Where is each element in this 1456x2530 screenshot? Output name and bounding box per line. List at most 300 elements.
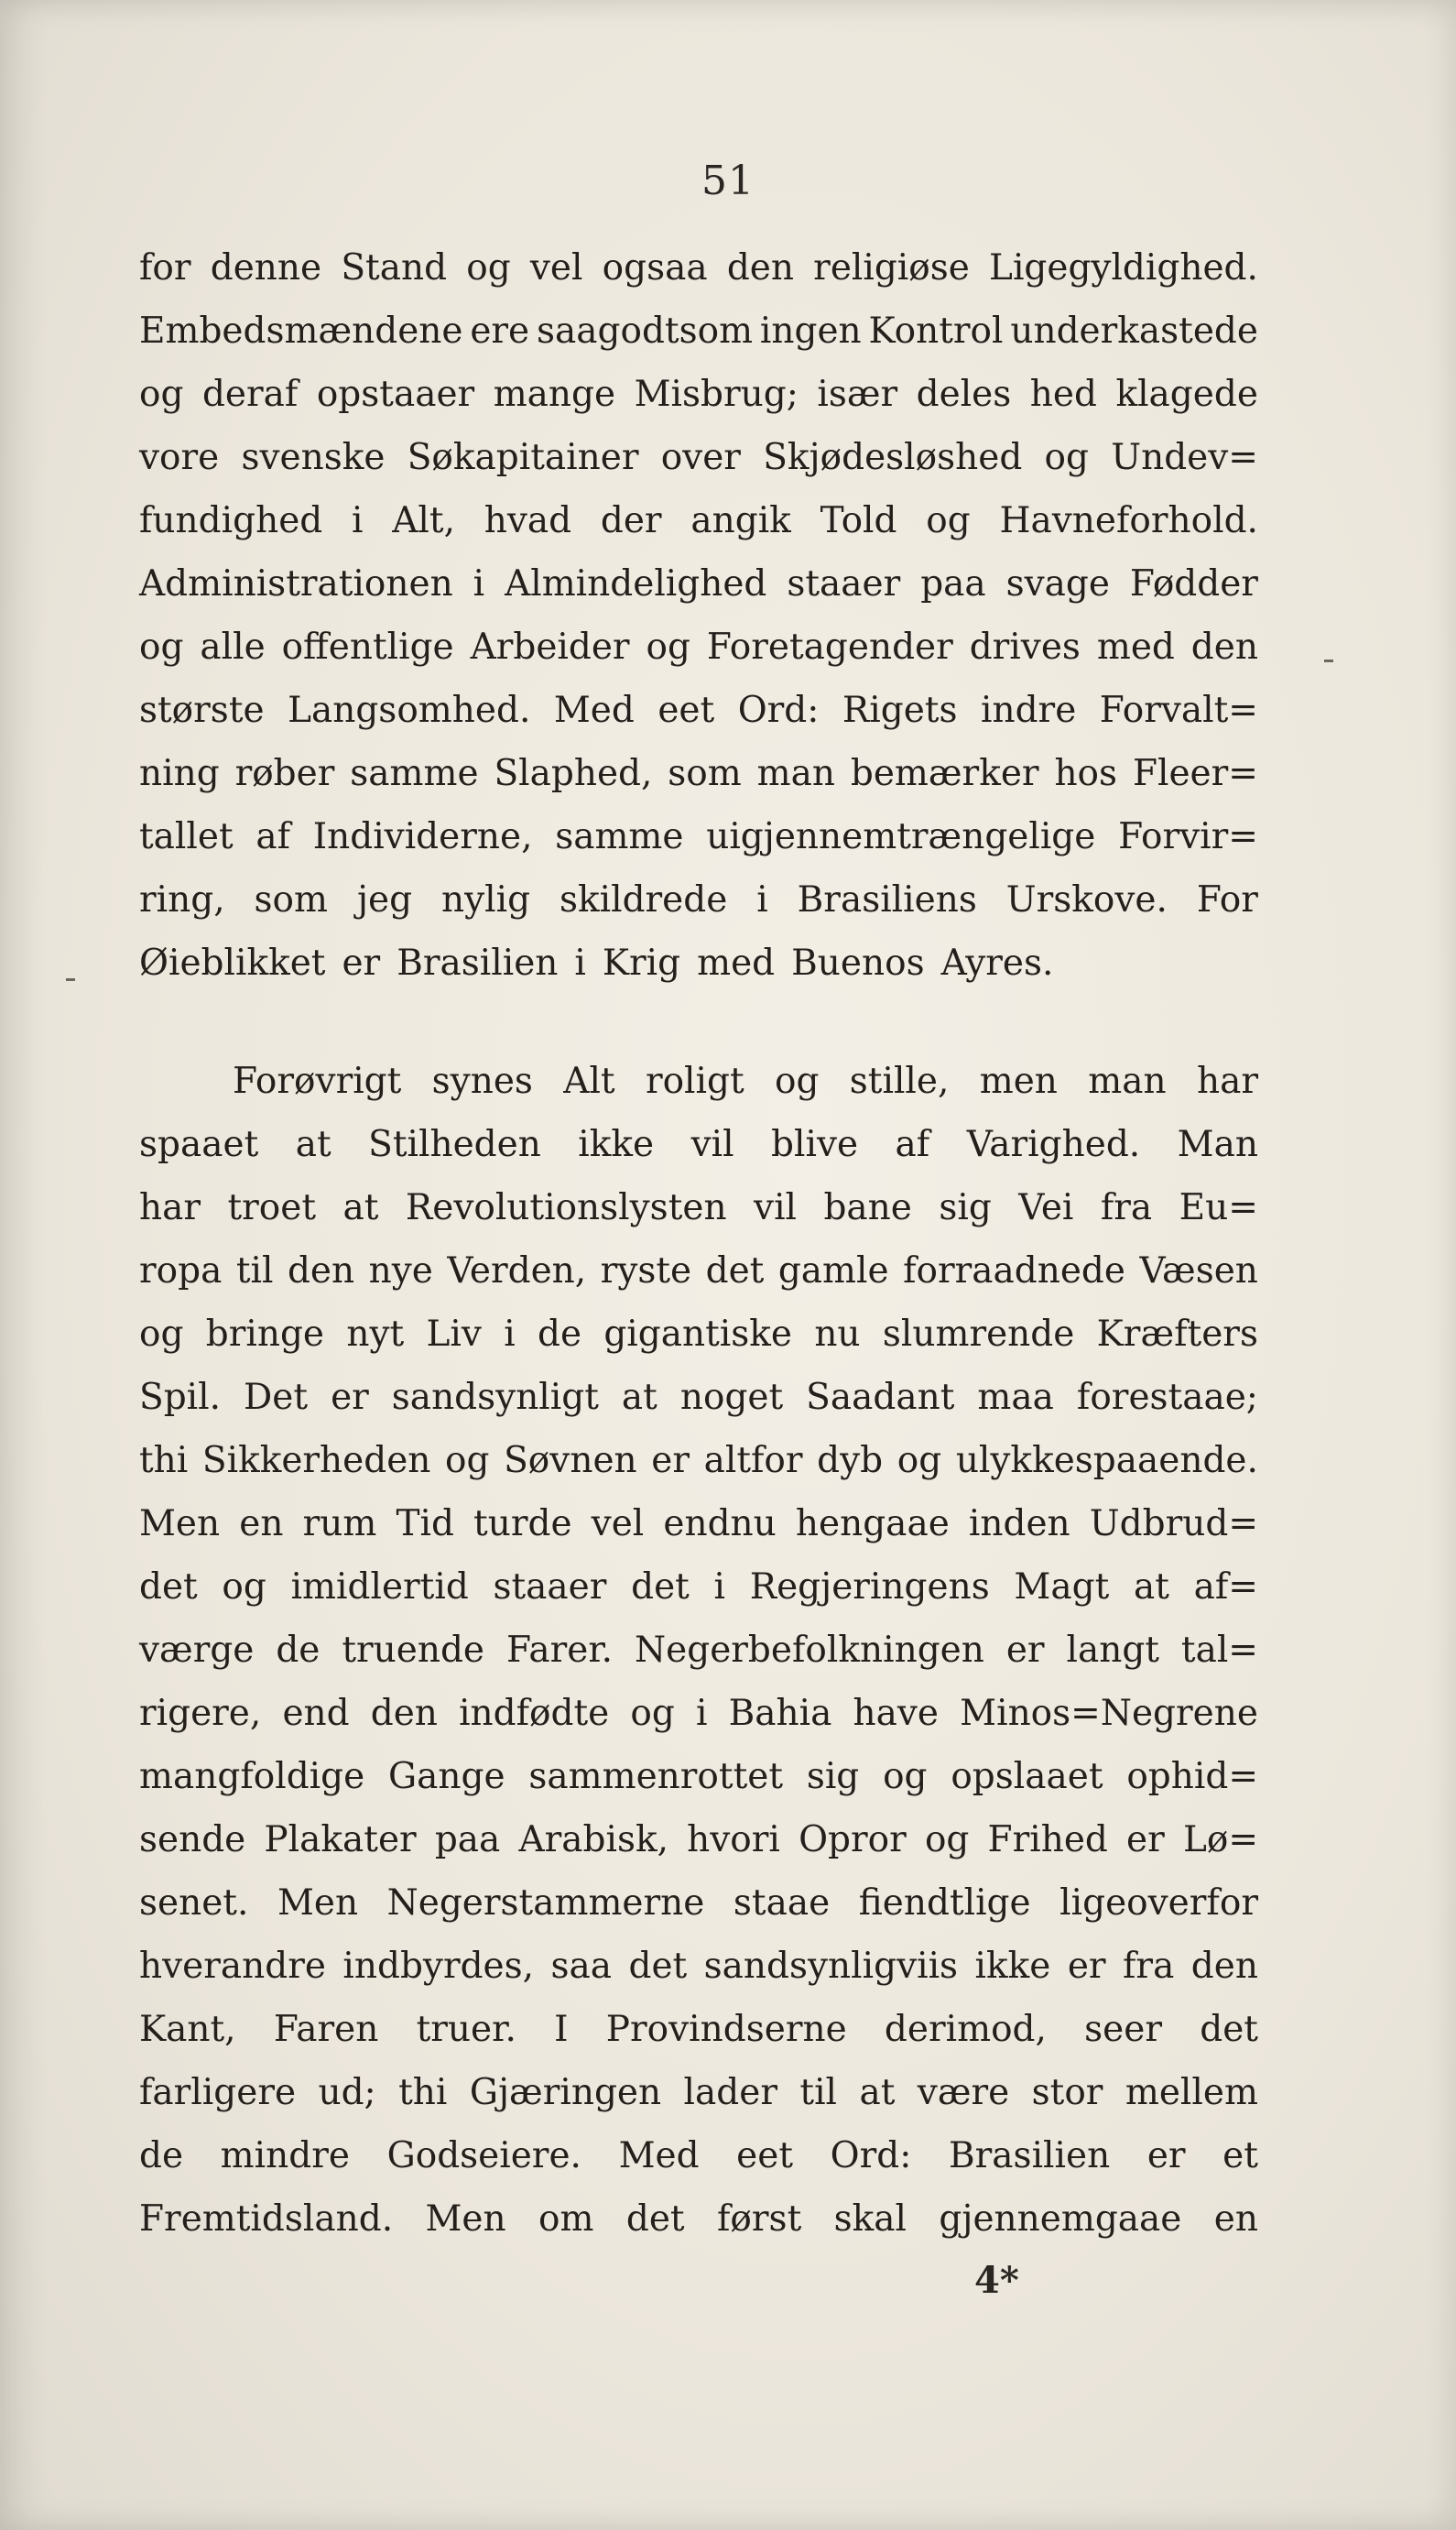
word: end bbox=[282, 1693, 350, 1734]
word: nye bbox=[368, 1250, 433, 1292]
word: Brasilien bbox=[949, 2135, 1111, 2176]
word: Stilheden bbox=[368, 1124, 541, 1165]
word: Spil. bbox=[139, 1377, 222, 1418]
word: opstaaer bbox=[316, 374, 475, 415]
word: paa bbox=[434, 1819, 501, 1860]
page-number: 51 bbox=[701, 158, 755, 204]
word: og bbox=[445, 1440, 490, 1481]
word: bemærker bbox=[850, 753, 1039, 794]
text-line bbox=[139, 1630, 1258, 1693]
word: stille, bbox=[849, 1061, 950, 1102]
word: man bbox=[756, 753, 835, 794]
word: nyt bbox=[346, 1314, 405, 1355]
word: inden bbox=[968, 1503, 1070, 1544]
word: største bbox=[139, 690, 265, 731]
word: forestaae; bbox=[1076, 1377, 1258, 1418]
text-line bbox=[139, 2009, 1258, 2072]
word: i bbox=[352, 500, 364, 541]
word: Eu= bbox=[1179, 1187, 1258, 1228]
word: og bbox=[924, 1819, 970, 1860]
word: Faren bbox=[273, 2009, 379, 2050]
word: et bbox=[1222, 2135, 1258, 2176]
word: Krig bbox=[602, 943, 681, 984]
text-line bbox=[139, 2072, 1258, 2135]
word: ud; bbox=[318, 2072, 376, 2113]
word: klagede bbox=[1115, 374, 1258, 415]
word: i bbox=[713, 1566, 726, 1608]
word: bringe bbox=[205, 1314, 325, 1355]
word: ulykkespaaende. bbox=[955, 1440, 1258, 1481]
word: forraadnede bbox=[903, 1250, 1125, 1292]
word: i bbox=[696, 1693, 708, 1734]
word: Provindserne bbox=[605, 2009, 847, 2050]
word: og bbox=[1044, 437, 1089, 478]
word: vore bbox=[139, 437, 220, 478]
word: Regjeringens bbox=[749, 1566, 990, 1608]
word: svenske bbox=[241, 437, 386, 478]
word: Varighed. bbox=[966, 1124, 1141, 1165]
word: vil bbox=[754, 1187, 798, 1228]
text-line bbox=[139, 311, 1258, 374]
word: fundighed bbox=[139, 500, 323, 541]
text-line bbox=[139, 1440, 1258, 1503]
text-line bbox=[139, 2198, 1258, 2262]
word: fra bbox=[1123, 1946, 1175, 1987]
word: Med bbox=[553, 690, 635, 731]
word: først bbox=[717, 2198, 802, 2240]
word: Told bbox=[820, 500, 897, 541]
word: tallet bbox=[139, 816, 234, 857]
word: samme bbox=[555, 816, 684, 857]
word: Langsomhed. bbox=[288, 690, 531, 731]
word: Arbeider bbox=[470, 627, 630, 668]
text-line bbox=[139, 1503, 1258, 1566]
text-line bbox=[139, 1566, 1258, 1630]
word: rigere, bbox=[139, 1693, 262, 1734]
text-line bbox=[139, 1187, 1258, 1250]
margin-mark bbox=[1324, 660, 1333, 662]
word: thi bbox=[139, 1440, 189, 1481]
word: med bbox=[1096, 627, 1175, 668]
word: hengaae bbox=[795, 1503, 950, 1544]
word: sandsynligt bbox=[391, 1377, 599, 1418]
text-line bbox=[139, 753, 1258, 816]
word: i bbox=[574, 943, 586, 984]
text-line bbox=[139, 1756, 1258, 1819]
word: staaer bbox=[787, 563, 901, 605]
word: Væsen bbox=[1139, 1250, 1258, 1292]
word: Alt bbox=[563, 1061, 615, 1102]
word: være bbox=[917, 2072, 1010, 2113]
word: Opror bbox=[799, 1819, 907, 1860]
word: Urskove. bbox=[1005, 879, 1168, 921]
word: den bbox=[1190, 627, 1258, 668]
word: den bbox=[1190, 1946, 1258, 1987]
word: ikke bbox=[974, 1946, 1051, 1987]
word: deraf bbox=[201, 374, 299, 415]
word: til bbox=[799, 2072, 838, 2113]
word: bane bbox=[823, 1187, 912, 1228]
word: af bbox=[255, 816, 291, 857]
word: og bbox=[883, 1756, 928, 1797]
word: Minos=Negrene bbox=[960, 1693, 1258, 1734]
word: man bbox=[1088, 1061, 1167, 1102]
margin-mark bbox=[66, 978, 75, 981]
word: Søvnen bbox=[504, 1440, 637, 1481]
word: hed bbox=[1029, 374, 1097, 415]
word: sig bbox=[939, 1187, 992, 1228]
word: indbyrdes, bbox=[342, 1946, 535, 1987]
word: mange bbox=[493, 374, 616, 415]
word: ikke bbox=[578, 1124, 655, 1165]
word: med bbox=[697, 943, 776, 984]
word: thi bbox=[398, 2072, 448, 2113]
word: ryste bbox=[600, 1250, 692, 1292]
text-line bbox=[139, 437, 1258, 500]
word: hos bbox=[1054, 753, 1118, 794]
word: offentlige bbox=[281, 627, 454, 668]
word: stor bbox=[1031, 2072, 1103, 2113]
word: det bbox=[705, 1250, 765, 1292]
word: har bbox=[1196, 1061, 1258, 1102]
word: synes bbox=[431, 1061, 533, 1102]
word: og bbox=[222, 1566, 266, 1608]
word: Plakater bbox=[264, 1819, 417, 1860]
text-line bbox=[139, 374, 1258, 437]
word: indfødte bbox=[459, 1693, 610, 1734]
word: Alt, bbox=[392, 500, 455, 541]
word: angik bbox=[690, 500, 791, 541]
word: skildrede bbox=[559, 879, 728, 921]
text-line bbox=[139, 1693, 1258, 1756]
word: ophid= bbox=[1126, 1756, 1258, 1797]
word: Revolutionslysten bbox=[405, 1187, 727, 1228]
word: Fremtidsland. bbox=[139, 2198, 394, 2240]
word: Buenos bbox=[791, 943, 925, 984]
word: Gjæringen bbox=[469, 2072, 662, 2113]
word: truende bbox=[342, 1630, 484, 1671]
word: uigjennemtrængelige bbox=[706, 816, 1096, 857]
word: Sikkerheden bbox=[201, 1440, 431, 1481]
word: og bbox=[466, 247, 511, 289]
word: fra bbox=[1100, 1187, 1153, 1228]
word: Magt bbox=[1014, 1566, 1110, 1608]
text-line bbox=[139, 500, 1258, 563]
word: Administrationen bbox=[139, 563, 453, 605]
word: Havneforhold. bbox=[999, 500, 1258, 541]
word: som bbox=[254, 879, 329, 921]
word: Foretagender bbox=[706, 627, 953, 668]
word: Vei bbox=[1018, 1187, 1074, 1228]
word: lader bbox=[683, 2072, 777, 2113]
word: de bbox=[276, 1630, 321, 1671]
word: er bbox=[1067, 1946, 1106, 1987]
text-line bbox=[139, 1314, 1258, 1377]
word: I bbox=[554, 2009, 569, 2050]
word: saagodtsom bbox=[536, 311, 754, 352]
word: af bbox=[895, 1124, 930, 1165]
word: Liv bbox=[426, 1314, 482, 1355]
word: er bbox=[651, 1440, 690, 1481]
word: vil bbox=[690, 1124, 734, 1165]
word: tal= bbox=[1180, 1630, 1258, 1671]
word: der bbox=[600, 500, 662, 541]
word: røber bbox=[234, 753, 335, 794]
word: Misbrug; bbox=[634, 374, 799, 415]
word: Ayres. bbox=[940, 943, 1054, 984]
word: staaer bbox=[493, 1566, 607, 1608]
word: derimod, bbox=[884, 2009, 1047, 2050]
text-line bbox=[139, 1946, 1258, 2009]
text-line bbox=[139, 2135, 1258, 2198]
word: Kant, bbox=[139, 2009, 236, 2050]
word: hverandre bbox=[139, 1946, 326, 1987]
word: og bbox=[775, 1061, 820, 1102]
word: roligt bbox=[645, 1061, 744, 1102]
word: Fleer= bbox=[1132, 753, 1258, 794]
text-line bbox=[139, 816, 1258, 879]
word: samme bbox=[350, 753, 479, 794]
word: Det bbox=[244, 1377, 309, 1418]
word: og bbox=[896, 1440, 942, 1481]
word: det bbox=[631, 1566, 690, 1608]
text-line bbox=[139, 1819, 1258, 1882]
word: over bbox=[660, 437, 741, 478]
word: har bbox=[139, 1187, 201, 1228]
word: skal bbox=[833, 2198, 907, 2240]
word: indre bbox=[981, 690, 1077, 731]
word: Verden, bbox=[447, 1250, 587, 1292]
word: imidlertid bbox=[290, 1566, 469, 1608]
word: det bbox=[628, 1946, 688, 1987]
word: vel bbox=[591, 1503, 645, 1544]
word: og bbox=[139, 627, 184, 668]
word: Brasiliens bbox=[797, 879, 977, 921]
word: paa bbox=[920, 563, 986, 605]
word: svage bbox=[1005, 563, 1110, 605]
word: Ord: bbox=[737, 690, 820, 731]
word: Søkapitainer bbox=[407, 437, 639, 478]
word: alle bbox=[200, 627, 266, 668]
word: saa bbox=[550, 1946, 613, 1987]
word: For bbox=[1196, 879, 1258, 921]
text-line bbox=[139, 943, 1258, 1006]
text-line bbox=[139, 1882, 1258, 1946]
word: ere bbox=[470, 311, 530, 352]
word: og bbox=[646, 627, 690, 668]
word: Ligegyldighed. bbox=[989, 247, 1258, 289]
word: fiendtlige bbox=[858, 1882, 1031, 1924]
word: den bbox=[370, 1693, 438, 1734]
word: er bbox=[1126, 1819, 1165, 1860]
word: om bbox=[538, 2198, 594, 2240]
word: Tid bbox=[396, 1503, 454, 1544]
word: ning bbox=[139, 753, 220, 794]
word: noget bbox=[679, 1377, 784, 1418]
word: altfor bbox=[703, 1440, 803, 1481]
word: blive bbox=[771, 1124, 859, 1165]
word: truer. bbox=[416, 2009, 516, 2050]
word: rum bbox=[302, 1503, 377, 1544]
word: Men bbox=[139, 1503, 221, 1544]
word: Negerbefolkningen bbox=[635, 1630, 984, 1671]
word: Men bbox=[277, 1882, 359, 1924]
word: deles bbox=[916, 374, 1012, 415]
word: turde bbox=[473, 1503, 572, 1544]
word: Kræfters bbox=[1096, 1314, 1258, 1355]
word: vel bbox=[529, 247, 583, 289]
word: Arabisk, bbox=[518, 1819, 668, 1860]
word: at bbox=[1133, 1566, 1169, 1608]
word: ingen bbox=[759, 311, 862, 352]
word: hvad bbox=[484, 500, 572, 541]
word: og bbox=[630, 1693, 675, 1734]
text-line bbox=[139, 627, 1258, 690]
word: Gange bbox=[387, 1756, 505, 1797]
word: en bbox=[239, 1503, 284, 1544]
word: Stand bbox=[341, 247, 448, 289]
text-line bbox=[139, 1377, 1258, 1440]
word: gjennemgaae bbox=[939, 2198, 1182, 2240]
word: Med bbox=[618, 2135, 700, 2176]
word: spaaet bbox=[139, 1124, 259, 1165]
word: drives bbox=[969, 627, 1081, 668]
word: for bbox=[139, 247, 191, 289]
word: er bbox=[342, 943, 381, 984]
word: jeg bbox=[356, 879, 413, 921]
word: især bbox=[817, 374, 898, 415]
word: og bbox=[926, 500, 971, 541]
word: Kontrol bbox=[868, 311, 1004, 352]
word: Godseiere. bbox=[386, 2135, 581, 2176]
word: Fødder bbox=[1129, 563, 1258, 605]
word: seer bbox=[1084, 2009, 1162, 2050]
word: mangfoldige bbox=[139, 1756, 365, 1797]
word: ogsaa bbox=[602, 247, 708, 289]
word: sandsynligviis bbox=[703, 1946, 959, 1987]
word: Forvir= bbox=[1118, 816, 1258, 857]
word: sende bbox=[139, 1819, 246, 1860]
word: i bbox=[473, 563, 485, 605]
word: sammenrottet bbox=[528, 1756, 784, 1797]
text-line bbox=[139, 1061, 1258, 1124]
word: dyb bbox=[817, 1440, 884, 1481]
word: Negerstammerne bbox=[386, 1882, 705, 1924]
word: at bbox=[621, 1377, 657, 1418]
word: Lø= bbox=[1182, 1819, 1258, 1860]
text-line bbox=[139, 1124, 1258, 1187]
word: Man bbox=[1177, 1124, 1258, 1165]
word: gamle bbox=[777, 1250, 889, 1292]
word: en bbox=[1213, 2198, 1258, 2240]
word: og bbox=[139, 1314, 184, 1355]
word: Bahia bbox=[728, 1693, 832, 1734]
word: værge bbox=[139, 1630, 255, 1671]
word: den bbox=[726, 247, 794, 289]
word: Slaphed, bbox=[494, 753, 653, 794]
word: Undev= bbox=[1111, 437, 1258, 478]
word: endnu bbox=[663, 1503, 777, 1544]
text-line bbox=[139, 690, 1258, 753]
word: farligere bbox=[139, 2072, 297, 2113]
word: have bbox=[853, 1693, 940, 1734]
word: hvori bbox=[687, 1819, 780, 1860]
word: ligeoverfor bbox=[1059, 1882, 1258, 1924]
word: at bbox=[342, 1187, 379, 1228]
word: det bbox=[625, 2198, 685, 2240]
word: eet bbox=[736, 2135, 794, 2176]
text-line bbox=[139, 879, 1258, 943]
word: underkastede bbox=[1010, 311, 1258, 352]
word: maa bbox=[977, 1377, 1054, 1418]
word: ring, bbox=[139, 879, 225, 921]
word: i bbox=[756, 879, 768, 921]
word: senet. bbox=[139, 1882, 249, 1924]
word: til bbox=[235, 1250, 274, 1292]
word: mindre bbox=[220, 2135, 350, 2176]
word: eet bbox=[657, 690, 715, 731]
word: Rigets bbox=[842, 690, 958, 731]
text-line bbox=[139, 1250, 1258, 1314]
word: Saadant bbox=[806, 1377, 955, 1418]
word: og bbox=[139, 374, 184, 415]
word: at bbox=[295, 1124, 331, 1165]
word: det bbox=[1200, 2009, 1258, 2050]
word: Øieblikket bbox=[139, 943, 326, 984]
word: Udbrud= bbox=[1089, 1503, 1258, 1544]
word: Individerne, bbox=[312, 816, 533, 857]
word: staae bbox=[733, 1882, 831, 1924]
word: ropa bbox=[139, 1250, 223, 1292]
word: at bbox=[859, 2072, 896, 2113]
word: denne bbox=[210, 247, 322, 289]
word: Forøvrigt bbox=[233, 1061, 402, 1102]
word: i bbox=[504, 1314, 516, 1355]
word: men bbox=[979, 1061, 1058, 1102]
text-line bbox=[139, 563, 1258, 627]
word: Farer. bbox=[505, 1630, 614, 1671]
signature-mark: 4* bbox=[974, 2259, 1019, 2302]
word: nylig bbox=[441, 879, 531, 921]
word: Skjødesløshed bbox=[763, 437, 1023, 478]
word: er bbox=[1146, 2135, 1186, 2176]
paragraph-gap bbox=[139, 1006, 1258, 1061]
word: Men bbox=[425, 2198, 506, 2240]
text-line bbox=[139, 247, 1258, 311]
word: af= bbox=[1193, 1566, 1258, 1608]
word: Ord: bbox=[830, 2135, 912, 2176]
word: opslaaet bbox=[951, 1756, 1103, 1797]
word: Forvalt= bbox=[1099, 690, 1258, 731]
word: religiøse bbox=[813, 247, 970, 289]
word: sig bbox=[806, 1756, 860, 1797]
word: den bbox=[287, 1250, 355, 1292]
word: troet bbox=[227, 1187, 317, 1228]
word: gigantiske bbox=[603, 1314, 792, 1355]
word: er bbox=[331, 1377, 369, 1418]
word: nu bbox=[814, 1314, 861, 1355]
word: langt bbox=[1066, 1630, 1159, 1671]
word: Embedsmændene bbox=[139, 311, 463, 352]
word: Almindelighed bbox=[505, 563, 767, 605]
word: mellem bbox=[1125, 2072, 1258, 2113]
word: er bbox=[1005, 1630, 1045, 1671]
word: det bbox=[139, 1566, 198, 1608]
word: som bbox=[668, 753, 742, 794]
word: Brasilien bbox=[397, 943, 559, 984]
word: de bbox=[537, 1314, 582, 1355]
body-text bbox=[139, 247, 1258, 2262]
